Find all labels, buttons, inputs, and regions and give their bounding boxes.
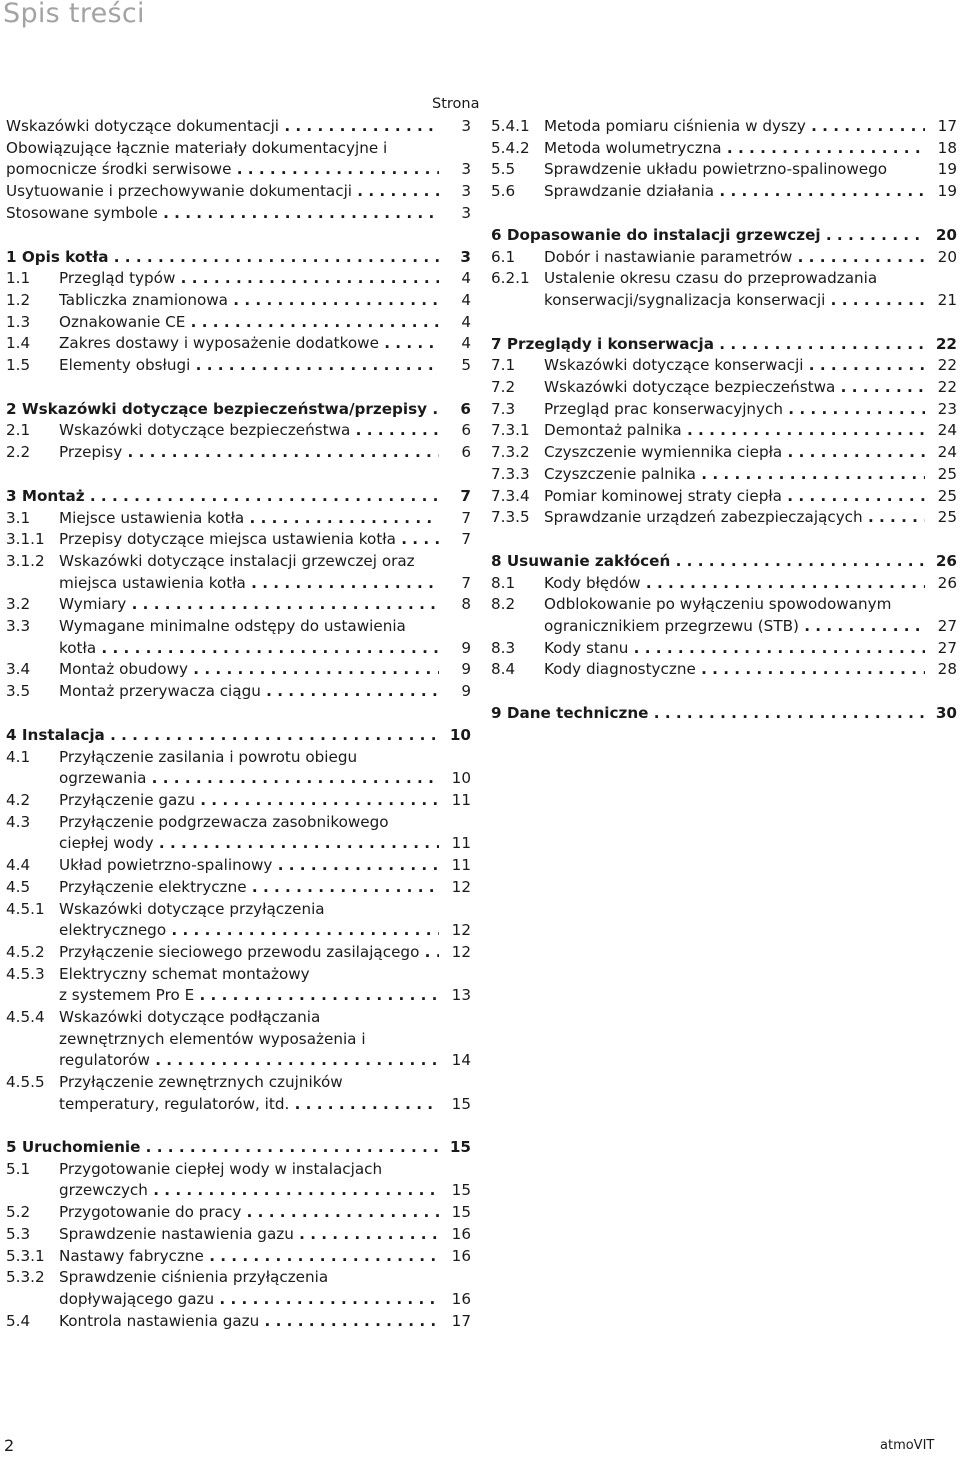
toc-page-number: 15 (449, 1138, 471, 1156)
page-title: Spis treści (3, 0, 145, 29)
toc-page-number: 20 (937, 247, 957, 266)
toc-entry-number: 3.1.2 (6, 551, 45, 570)
toc-entry-title: Stosowane symbole . . . (6, 203, 439, 225)
toc-entry-title: ogrzewania . . . (59, 768, 439, 790)
toc-page-number: 4 (461, 290, 471, 309)
toc-page-number: 11 (451, 856, 471, 875)
toc-chapter-entry[interactable] (6, 725, 471, 747)
toc-entry-title: 8 Usuwanie zakłóceń . . . (491, 551, 925, 573)
toc-page-number: 10 (449, 725, 471, 744)
toc-entry[interactable] (6, 355, 471, 377)
toc-chapter-entry[interactable] (6, 1137, 471, 1159)
toc-entry[interactable] (491, 594, 957, 637)
toc-entry[interactable] (6, 529, 471, 551)
toc-entry-title: Wskazówki dotyczące przyłączenia (59, 899, 325, 918)
toc-entry-title: Wskazówki dotyczące instalacji grzewczej oraz (59, 551, 415, 570)
toc-entry[interactable] (6, 681, 471, 703)
toc-entry-title: zewnętrznych elementów wyposażenia i (59, 1029, 366, 1048)
toc-page-number: 16 (451, 1224, 471, 1243)
toc-entry[interactable] (491, 268, 957, 311)
toc-entry-number: 8.4 (491, 660, 516, 679)
toc-entry-title: Przyłączenie podgrzewacza zasobnikowego (59, 812, 389, 831)
toc-entry[interactable] (491, 638, 957, 660)
toc-entry[interactable] (6, 181, 471, 203)
toc-entry-number: 4.5.5 (6, 1073, 45, 1092)
toc-column-bottom (6, 1137, 471, 1332)
brand-name: atmoVIT (880, 1438, 935, 1453)
toc-entry-number: 7.3 (491, 399, 516, 418)
toc-page-number: 17 (451, 1311, 471, 1330)
toc-page-number: 15 (451, 1094, 471, 1113)
toc-entry-title: Wskazówki dotyczące bezpieczeństwa . . . (59, 420, 439, 442)
toc-entry-title: Demontaż palnika . . . (544, 420, 925, 442)
toc-entry-number: 4.5.1 (6, 899, 45, 918)
toc-page-number: 7 (461, 573, 471, 592)
toc-entry[interactable] (6, 116, 471, 138)
toc-page-number: 16 (451, 1289, 471, 1308)
toc-page-number: 19 (937, 182, 957, 201)
toc-entry-number: 3.5 (6, 682, 31, 701)
toc-page-number: 16 (451, 1246, 471, 1265)
toc-entry-title: Oznakowanie CE . . . (59, 312, 439, 334)
toc-entry-title: Metoda pomiaru ciśnienia w dyszy . . . (544, 116, 925, 138)
toc-entry-title: Sprawdzenie ciśnienia przyłączenia (59, 1268, 329, 1287)
page-column-label: Strona (432, 96, 480, 112)
toc-entry[interactable] (491, 659, 957, 681)
toc-entry[interactable] (6, 877, 471, 899)
toc-page-number: 20 (935, 225, 957, 244)
toc-entry-title: ogranicznikiem przegrzewu (STB) . . . (544, 616, 925, 638)
toc-page-number: 6 (461, 443, 471, 462)
toc-entry-number: 8.1 (491, 573, 516, 592)
toc-entry[interactable] (491, 355, 957, 377)
toc-page-number: 3 (461, 182, 471, 201)
toc-entry[interactable] (491, 486, 957, 508)
toc-entry-number: 4.5.2 (6, 942, 45, 961)
toc-chapter-entry[interactable] (491, 334, 957, 356)
toc-entry-number: 2.2 (6, 443, 31, 462)
toc-page-number: 7 (461, 530, 471, 549)
toc-page-number: 22 (937, 378, 957, 397)
toc-entry-title: grzewczych . . . (59, 1180, 439, 1202)
toc-chapter-entry[interactable] (6, 247, 471, 269)
toc-entry-number: 1.1 (6, 269, 31, 288)
toc-entry[interactable] (491, 116, 957, 138)
toc-page-number: 24 (937, 443, 957, 462)
toc-page-number: 11 (451, 790, 471, 809)
toc-page-number: 15 (451, 1203, 471, 1222)
toc-page-number: 18 (937, 138, 957, 157)
toc-page-number: 13 (451, 986, 471, 1005)
toc-page-number: 27 (937, 617, 957, 636)
toc-page-number: 5 (461, 356, 471, 375)
toc-entry-number: 7.3.2 (491, 443, 530, 462)
toc-page-number: 14 (451, 1051, 471, 1070)
toc-page-number: 12 (451, 942, 471, 961)
toc-entry[interactable] (491, 247, 957, 269)
toc-entry-title: Montaż obudowy . . . (59, 659, 439, 681)
toc-page-number: 19 (937, 160, 957, 179)
toc-entry-title: 4 Instalacja . . . (6, 725, 439, 747)
toc-entry-number: 4.2 (6, 790, 31, 809)
toc-entry-number: 4.1 (6, 747, 31, 766)
toc-entry[interactable] (491, 377, 957, 399)
toc-entry-title: Kody błędów . . . (544, 573, 925, 595)
toc-entry-number: 4.5 (6, 877, 31, 896)
toc-entry[interactable] (491, 464, 957, 486)
toc-entry-title: Tabliczka znamionowa . . . (59, 290, 439, 312)
toc-entry-title: Sprawdzanie urządzeń zabezpieczających . . . (544, 507, 925, 529)
toc-column-right (491, 116, 957, 725)
toc-entry-title: Przygotowanie do pracy . . . (59, 1202, 439, 1224)
toc-entry-title: Wymiary . . . (59, 594, 439, 616)
toc-entry-title: Elektryczny schemat montażowy (59, 964, 310, 983)
toc-chapter-entry[interactable] (6, 486, 471, 508)
toc-entry[interactable] (6, 1007, 471, 1072)
toc-page-number: 27 (937, 638, 957, 657)
toc-chapter-entry[interactable] (491, 225, 957, 247)
toc-entry[interactable] (6, 442, 471, 464)
toc-entry-number: 4.3 (6, 812, 31, 831)
toc-entry[interactable] (6, 1072, 471, 1115)
toc-page-number: 23 (937, 399, 957, 418)
toc-entry[interactable] (6, 964, 471, 1007)
toc-entry[interactable] (6, 942, 471, 964)
toc-entry-title: Kody diagnostyczne . . . (544, 659, 925, 681)
toc-entry-title: Zakres dostawy i wyposażenie dodatkowe . . . (59, 333, 439, 355)
toc-page-number: 25 (937, 486, 957, 505)
toc-entry-title: Układ powietrzno-spalinowy . . . (59, 855, 439, 877)
toc-entry-number: 4.5.3 (6, 964, 45, 983)
toc-page-number: 7 (461, 508, 471, 527)
toc-page-number: 8 (461, 595, 471, 614)
toc-entry[interactable] (6, 290, 471, 312)
toc-entry-number: 3.1 (6, 508, 31, 527)
toc-entry-number: 4.4 (6, 856, 31, 875)
toc-entry-title: 5 Uruchomienie . . . (6, 1137, 439, 1159)
toc-entry[interactable] (6, 594, 471, 616)
toc-page-number: 22 (935, 334, 957, 353)
toc-entry-number: 1.2 (6, 290, 31, 309)
toc-entry-number: 2.1 (6, 421, 31, 440)
toc-entry-number: 7.1 (491, 356, 516, 375)
toc-entry-title: Obowiązujące łącznie materiały dokumentacyjne i (6, 138, 388, 157)
toc-entry-title: Ustalenie okresu czasu do przeprowadzania (544, 269, 878, 288)
toc-entry-title: Kontrola nastawienia gazu . . . (59, 1311, 439, 1333)
toc-entry-number: 4.5.4 (6, 1008, 45, 1027)
toc-entry-title: 9 Dane techniczne . . . (491, 703, 925, 725)
toc-entry-title: dopływającego gazu . . . (59, 1289, 439, 1311)
toc-page-number: 30 (935, 704, 957, 723)
toc-entry-number: 7.2 (491, 378, 516, 397)
toc-page-number: 4 (461, 312, 471, 331)
toc-entry-number: 8.2 (491, 595, 516, 614)
toc-entry-number: 5.4.2 (491, 138, 530, 157)
toc-page-number: 7 (460, 486, 471, 505)
toc-entry-title: Miejsce ustawienia kotła . . . (59, 508, 439, 530)
toc-entry[interactable] (6, 268, 471, 290)
toc-entry-number: 5.1 (6, 1159, 31, 1178)
toc-chapter-entry[interactable] (491, 703, 957, 725)
toc-page-number: 15 (451, 1181, 471, 1200)
toc-page-number: 3 (460, 247, 471, 266)
toc-page-number: 11 (451, 834, 471, 853)
toc-entry-number: 5.3.2 (6, 1268, 45, 1287)
toc-entry[interactable] (6, 508, 471, 530)
toc-entry-number: 5.4.1 (491, 117, 530, 135)
toc-entry[interactable] (6, 855, 471, 877)
toc-entry[interactable] (491, 181, 957, 203)
toc-page-number: 3 (461, 203, 471, 222)
toc-entry-number: 5.6 (491, 182, 516, 201)
toc-entry-title: Przyłączenie zasilania i powrotu obiegu (59, 747, 358, 766)
toc-entry-title: elektrycznego . . . (59, 920, 439, 942)
toc-entry-title: regulatorów . . . (59, 1050, 439, 1072)
toc-entry[interactable] (491, 442, 957, 464)
toc-entry[interactable] (491, 420, 957, 442)
toc-entry-title: Przepisy dotyczące miejsca ustawienia kotła . . . (59, 529, 439, 551)
toc-entry[interactable] (6, 899, 471, 942)
toc-entry-title: konserwacji/sygnalizacja konserwacji . . . (544, 290, 925, 312)
toc-entry[interactable] (6, 333, 471, 355)
toc-entry-number: 7.3.5 (491, 508, 530, 527)
toc-entry-number: 3.1.1 (6, 530, 45, 549)
toc-entry-title: z systemem Pro E . . . (59, 985, 439, 1007)
toc-page-number: 4 (461, 269, 471, 288)
toc-page-number: 24 (937, 421, 957, 440)
toc-entry-title: Wymagane minimalne odstępy do ustawienia (59, 617, 406, 636)
toc-entry-number: 1.5 (6, 356, 31, 375)
toc-page-number: 9 (461, 638, 471, 657)
toc-entry-number: 6.1 (491, 247, 516, 266)
toc-chapter-entry[interactable] (491, 551, 957, 573)
toc-entry-title: Czyszczenie palnika . . . (544, 464, 925, 486)
toc-entry-number: 1.4 (6, 334, 31, 353)
toc-entry-title: Przegląd typów . . . (59, 268, 439, 290)
toc-page-number: 12 (451, 921, 471, 940)
toc-entry-title: kotła . . . (59, 638, 439, 660)
toc-entry-title: pomocnicze środki serwisowe . . . (6, 159, 439, 181)
toc-entry-title: Przygotowanie ciepłej wody w instalacjach (59, 1159, 383, 1178)
toc-entry[interactable] (6, 1202, 471, 1224)
toc-entry[interactable] (6, 1311, 471, 1333)
toc-entry-number: 7.3.1 (491, 421, 530, 440)
toc-page-number: 25 (937, 508, 957, 527)
toc-entry-title: 3 Montaż . . . (6, 486, 439, 508)
toc-entry-title: Sprawdzanie działania . . . (544, 181, 925, 203)
toc-entry-title: temperatury, regulatorów, itd. . . . (59, 1094, 439, 1116)
toc-page-number: 12 (451, 877, 471, 896)
toc-entry[interactable] (6, 1159, 471, 1202)
toc-entry-number: 3.2 (6, 595, 31, 614)
toc-entry-title: Kody stanu . . . (544, 638, 925, 660)
toc-entry-title: Sprawdzenie układu powietrzno-spalinowego (544, 160, 888, 179)
toc-entry[interactable] (491, 138, 957, 160)
toc-entry-title: Wskazówki dotyczące podłączania (59, 1008, 321, 1027)
toc-entry-title: miejsca ustawienia kotła . . . (59, 573, 439, 595)
toc-entry[interactable] (6, 659, 471, 681)
toc-page-number: 25 (937, 464, 957, 483)
toc-entry[interactable] (491, 507, 957, 529)
toc-entry-title: Nastawy fabryczne . . . (59, 1246, 439, 1268)
toc-entry-number: 8.3 (491, 638, 516, 657)
toc-column-left (6, 116, 471, 1116)
toc-entry[interactable] (491, 159, 957, 181)
toc-entry[interactable] (6, 1246, 471, 1268)
toc-entry-title: ciepłej wody . . . (59, 833, 439, 855)
toc-entry-number: 7.3.3 (491, 464, 530, 483)
toc-entry-title: Pomiar kominowej straty ciepła . . . (544, 486, 925, 508)
toc-page-number: 6 (461, 421, 471, 440)
toc-entry-title: Dobór i nastawianie parametrów . . . (544, 247, 925, 269)
toc-entry[interactable] (6, 616, 471, 659)
toc-entry-title: Metoda wolumetryczna . . . (544, 138, 925, 160)
toc-page-number: 26 (935, 551, 957, 570)
toc-entry-title: 7 Przeglądy i konserwacja . . . (491, 334, 925, 356)
toc-entry-number: 5.4 (6, 1311, 31, 1330)
toc-entry[interactable] (6, 1224, 471, 1246)
toc-page-number: 9 (461, 660, 471, 679)
toc-entry[interactable] (6, 203, 471, 225)
toc-entry-number: 6.2.1 (491, 269, 530, 288)
toc-page-number: 3 (461, 160, 471, 179)
toc-entry-title: Wskazówki dotyczące konserwacji . . . (544, 355, 925, 377)
toc-entry-title: Wskazówki dotyczące dokumentacji . . . (6, 116, 439, 138)
toc-entry-title: 6 Dopasowanie do instalacji grzewczej . . . (491, 225, 925, 247)
toc-entry-title: Montaż przerywacza ciągu . . . (59, 681, 439, 703)
toc-entry-title: Przyłączenie gazu . . . (59, 790, 439, 812)
toc-entry-title: Przyłączenie elektryczne . . . (59, 877, 439, 899)
toc-entry-number: 5.3.1 (6, 1246, 45, 1265)
toc-entry-number: 3.4 (6, 660, 31, 679)
toc-entry-number: 5.3 (6, 1224, 31, 1243)
toc-page-number: 21 (937, 290, 957, 309)
page-number: 2 (4, 1436, 15, 1455)
toc-page-number: 26 (937, 573, 957, 592)
toc-entry-title: Przyłączenie sieciowego przewodu zasilającego . . . (59, 942, 439, 964)
toc-entry-title: Elementy obsługi . . . (59, 355, 439, 377)
toc-entry-title: 2 Wskazówki dotyczące bezpieczeństwa/przepisy . . . (6, 399, 439, 421)
toc-entry-title: Przepisy . . . (59, 442, 439, 464)
toc-entry[interactable] (6, 551, 471, 594)
toc-entry-title: Przegląd prac konserwacyjnych . . . (544, 399, 925, 421)
toc-entry-title: Sprawdzenie nastawienia gazu . . . (59, 1224, 439, 1246)
toc-entry-title: Odblokowanie po wyłączeniu spowodowanym (544, 595, 892, 614)
toc-page-number: 28 (937, 660, 957, 679)
toc-entry[interactable] (491, 399, 957, 421)
toc-entry-title: Wskazówki dotyczące bezpieczeństwa . . . (544, 377, 925, 399)
toc-page-number: 3 (461, 117, 471, 135)
toc-entry[interactable] (6, 812, 471, 855)
toc-entry-title: 1 Opis kotła . . . (6, 247, 439, 269)
toc-entry[interactable] (6, 420, 471, 442)
toc-entry[interactable] (6, 747, 471, 790)
toc-page-number: 4 (461, 334, 471, 353)
toc-entry[interactable] (6, 312, 471, 334)
toc-entry[interactable] (6, 138, 471, 181)
toc-entry-number: 5.5 (491, 160, 516, 179)
toc-entry[interactable] (491, 573, 957, 595)
toc-entry-number: 7.3.4 (491, 486, 530, 505)
toc-entry-number: 5.2 (6, 1203, 31, 1222)
toc-entry-title: Usytuowanie i przechowywanie dokumentacji . . . (6, 181, 439, 203)
toc-page-number: 9 (461, 682, 471, 701)
toc-entry-title: Czyszczenie wymiennika ciepła . . . (544, 442, 925, 464)
toc-page-number: 22 (937, 356, 957, 375)
toc-entry-title: Przyłączenie zewnętrznych czujników (59, 1073, 343, 1092)
toc-chapter-entry[interactable] (6, 399, 471, 421)
toc-entry-number: 1.3 (6, 312, 31, 331)
toc-entry[interactable] (6, 1267, 471, 1310)
toc-entry[interactable] (6, 790, 471, 812)
toc-page-number: 6 (460, 399, 471, 418)
toc-page-number: 17 (937, 117, 957, 135)
toc-page-number: 10 (451, 769, 471, 788)
toc-entry-number: 3.3 (6, 617, 31, 636)
